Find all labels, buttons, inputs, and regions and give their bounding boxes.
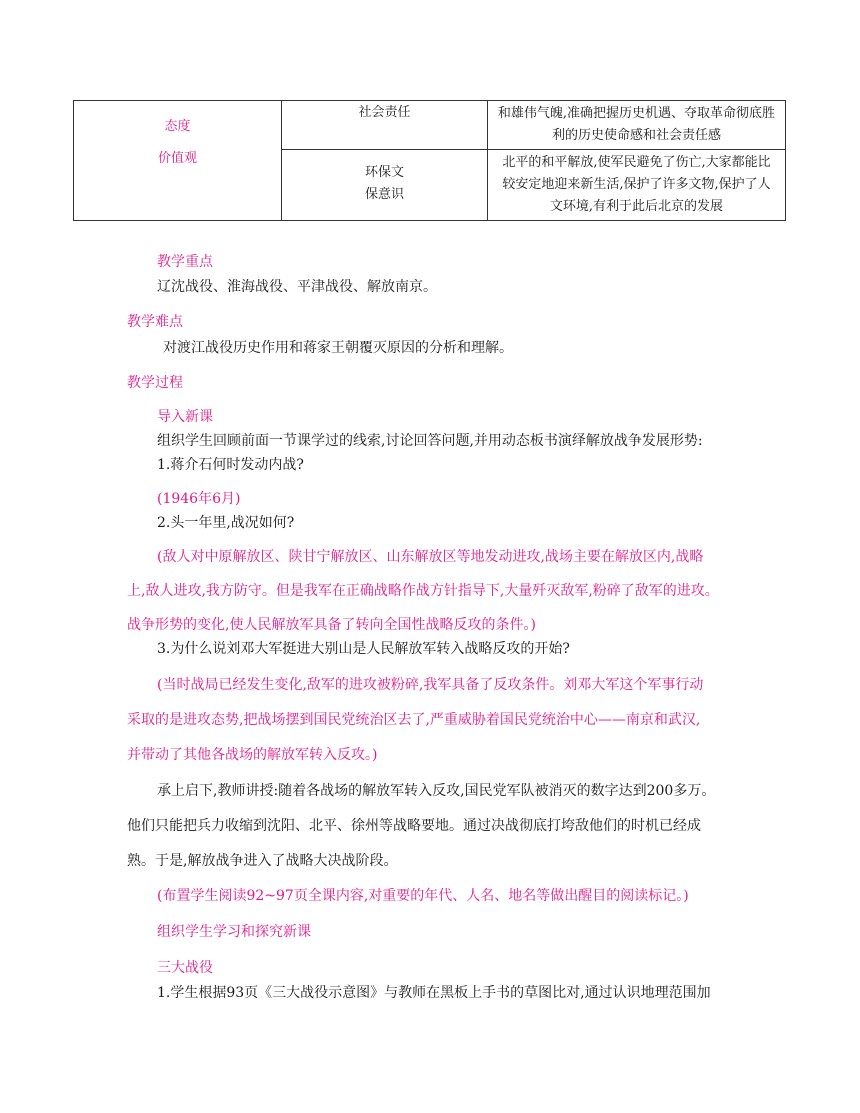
body-line: 熟。于是,解放战争进入了战略大决战阶段。 (127, 853, 398, 869)
body-line: 组织学生回顾前面一节课学过的线索,讨论回答问题,并用动态板书演绎解放战争发展形势: (157, 433, 703, 449)
aspect-label: 环保文 (364, 165, 404, 180)
category-label: 态度 (164, 119, 191, 134)
subsection-heading: 导入新课 (157, 409, 213, 425)
subsection-heading: 三大战役 (157, 960, 213, 976)
description-line: 较安定地迎来新生活,保护了许多文物,保护了人 (502, 177, 771, 192)
description-line: 利的历史使命感和社会责任感 (551, 128, 721, 143)
body-line: 1.学生根据93页《三大战役示意图》与教师在黑板上手书的草图比对,通过认识地理范围加 (157, 985, 711, 1001)
answer-line: 上,敌人进攻,我方防守。但是我军在正确战略作战方针指导下,大量歼灭敌军,粉碎了敌军的进攻。 (127, 583, 719, 599)
description-cell (488, 150, 786, 221)
section-heading: 教学难点 (127, 314, 183, 330)
body-line: 辽沈战役、淮海战役、平津战役、解放南京。 (157, 279, 437, 295)
answer-line: (当时战局已经发生变化,敌军的进攻被粉碎,我军具备了反攻条件。刘邓大军这个军事行动 (157, 677, 704, 693)
question-line: 3.为什么说刘邓大军挺进大别山是人民解放军转入战略反攻的开始? (157, 641, 570, 657)
answer-line: 采取的是进攻态势,把战场摆到国民党统治区去了,严重威胁着国民党统治中心——南京和武汉, (127, 712, 701, 728)
aspect-label: 保意识 (364, 187, 404, 202)
aspect-label: 社会责任 (358, 105, 411, 120)
aspect-cell (282, 150, 488, 221)
answer-line: 并带动了其他各战场的解放军转入反攻。) (127, 747, 378, 763)
body-line: 承上启下,教师讲授:随着各战场的解放军转入反攻,国民党军队被消灭的数字达到200多万。 (157, 783, 716, 799)
category-cell (74, 101, 282, 221)
answer-line: (敌人对中原解放区、陕甘宁解放区、山东解放区等地发动进攻,战场主要在解放区内,战略 (157, 549, 704, 565)
answer-line: (1946年6月) (157, 491, 241, 507)
question-line: 1.蒋介石何时发动内战? (157, 457, 304, 473)
aspect-cell (282, 101, 488, 150)
description-line: 文环境,有利于此后北京的发展 (549, 199, 724, 214)
description-cell (488, 101, 786, 150)
subsection-heading: 组织学生学习和探究新课 (157, 924, 311, 940)
description-line: 北平的和平解放,使军民避免了伤亡,大家都能比 (502, 155, 771, 170)
body-line: 对渡江战役历史作用和蒋家王朝覆灭原因的分析和理解。 (163, 340, 513, 356)
answer-line: 战争形势的变化,使人民解放军具备了转向全国性战略反攻的条件。) (127, 617, 536, 633)
note-line: (布置学生阅读92~97页全课内容,对重要的年代、人名、地名等做出醒目的阅读标记。) (157, 888, 689, 904)
category-label: 价值观 (157, 151, 197, 166)
question-line: 2.头一年里,战况如何? (157, 515, 295, 531)
section-heading: 教学重点 (157, 254, 213, 270)
body-line: 他们只能把兵力收缩到沈阳、北平、徐州等战略要地。通过决战彻底打垮敌他们的时机已经成 (127, 818, 701, 834)
description-line: 和雄伟气魄,准确把握历史机遇、夺取革命彻底胜 (497, 106, 776, 121)
objectives-table (73, 100, 786, 221)
section-heading: 教学过程 (127, 375, 183, 391)
